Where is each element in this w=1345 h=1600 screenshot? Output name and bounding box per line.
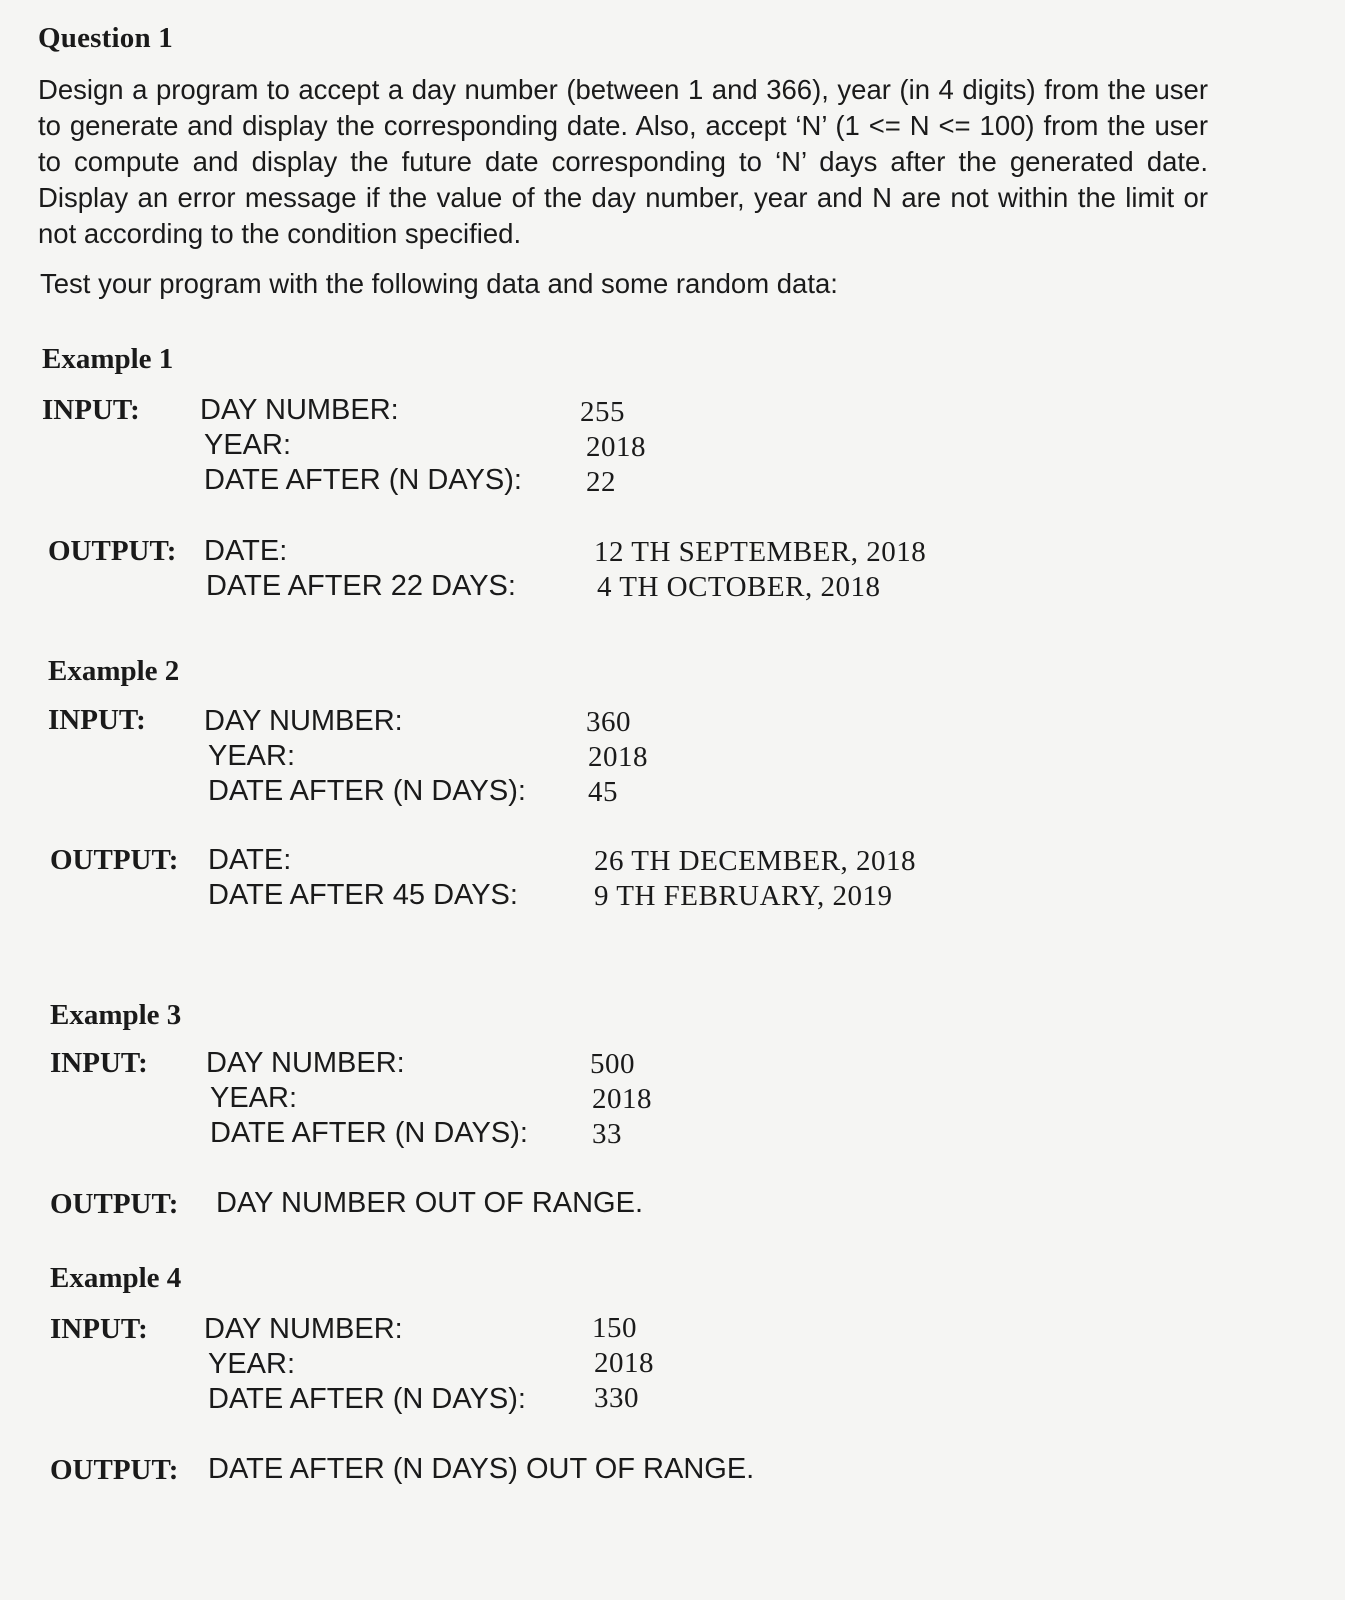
day-number-value: 255 [580, 396, 625, 428]
year-label: YEAR: [204, 429, 292, 461]
day-number-value: 150 [592, 1312, 637, 1344]
output-label: OUTPUT: [50, 1454, 179, 1486]
n-days-label: DATE AFTER (N DAYS): [208, 1383, 526, 1415]
n-days-value: 45 [588, 776, 618, 808]
output-message: DATE AFTER (N DAYS) OUT OF RANGE. [208, 1453, 755, 1485]
output-date-label: DATE: [208, 844, 292, 876]
n-days-value: 330 [594, 1382, 639, 1414]
n-days-value: 33 [592, 1118, 622, 1150]
n-days-label: DATE AFTER (N DAYS): [210, 1117, 528, 1149]
output-date-after-value: 9 TH FEBRUARY, 2019 [594, 880, 893, 912]
output-label: OUTPUT: [50, 844, 179, 876]
question-paragraph: Design a program to accept a day number (between 1 and 366), year (in 4 digits) from the user to generate and display the corresponding date. Also, accept ‘N’ (1 <= N <= 100) from the user to compute and display the future date corresponding to ‘N’ days after the generated date. Display an error message if the value of the day number, year and N are not within the limit or not according to the condition specified. [38, 74, 1208, 249]
example-title: Example 3 [50, 999, 182, 1031]
example-title: Example 1 [42, 343, 174, 375]
year-value: 2018 [586, 431, 646, 463]
day-number-label: DAY NUMBER: [200, 394, 399, 426]
n-days-label: DATE AFTER (N DAYS): [204, 464, 522, 496]
output-date-after-label: DATE AFTER 22 DAYS: [206, 570, 516, 602]
year-label: YEAR: [208, 740, 296, 772]
day-number-label: DAY NUMBER: [206, 1047, 405, 1079]
input-label: INPUT: [50, 1047, 148, 1079]
day-number-value: 360 [586, 706, 631, 738]
output-label: OUTPUT: [48, 535, 177, 567]
output-date-value: 12 TH SEPTEMBER, 2018 [594, 536, 927, 568]
input-label: INPUT: [42, 394, 140, 426]
output-date-value: 26 TH DECEMBER, 2018 [594, 845, 917, 877]
day-number-value: 500 [590, 1048, 635, 1080]
output-date-after-value: 4 TH OCTOBER, 2018 [597, 571, 881, 603]
test-instruction: Test your program with the following data and some random data: [40, 268, 838, 299]
input-label: INPUT: [50, 1313, 148, 1345]
output-date-label: DATE: [204, 535, 288, 567]
output-date-after-label: DATE AFTER 45 DAYS: [208, 879, 518, 911]
n-days-label: DATE AFTER (N DAYS): [208, 775, 526, 807]
output-message: DAY NUMBER OUT OF RANGE. [216, 1187, 643, 1219]
year-value: 2018 [594, 1347, 654, 1379]
example-title: Example 2 [48, 655, 180, 687]
day-number-label: DAY NUMBER: [204, 705, 403, 737]
input-label: INPUT: [48, 704, 146, 736]
n-days-value: 22 [586, 466, 616, 498]
year-label: YEAR: [210, 1082, 298, 1114]
example-title: Example 4 [50, 1262, 182, 1294]
year-label: YEAR: [208, 1348, 296, 1380]
year-value: 2018 [592, 1083, 652, 1115]
year-value: 2018 [588, 741, 648, 773]
output-label: OUTPUT: [50, 1188, 179, 1220]
question-title: Question 1 [38, 22, 173, 54]
day-number-label: DAY NUMBER: [204, 1313, 403, 1345]
